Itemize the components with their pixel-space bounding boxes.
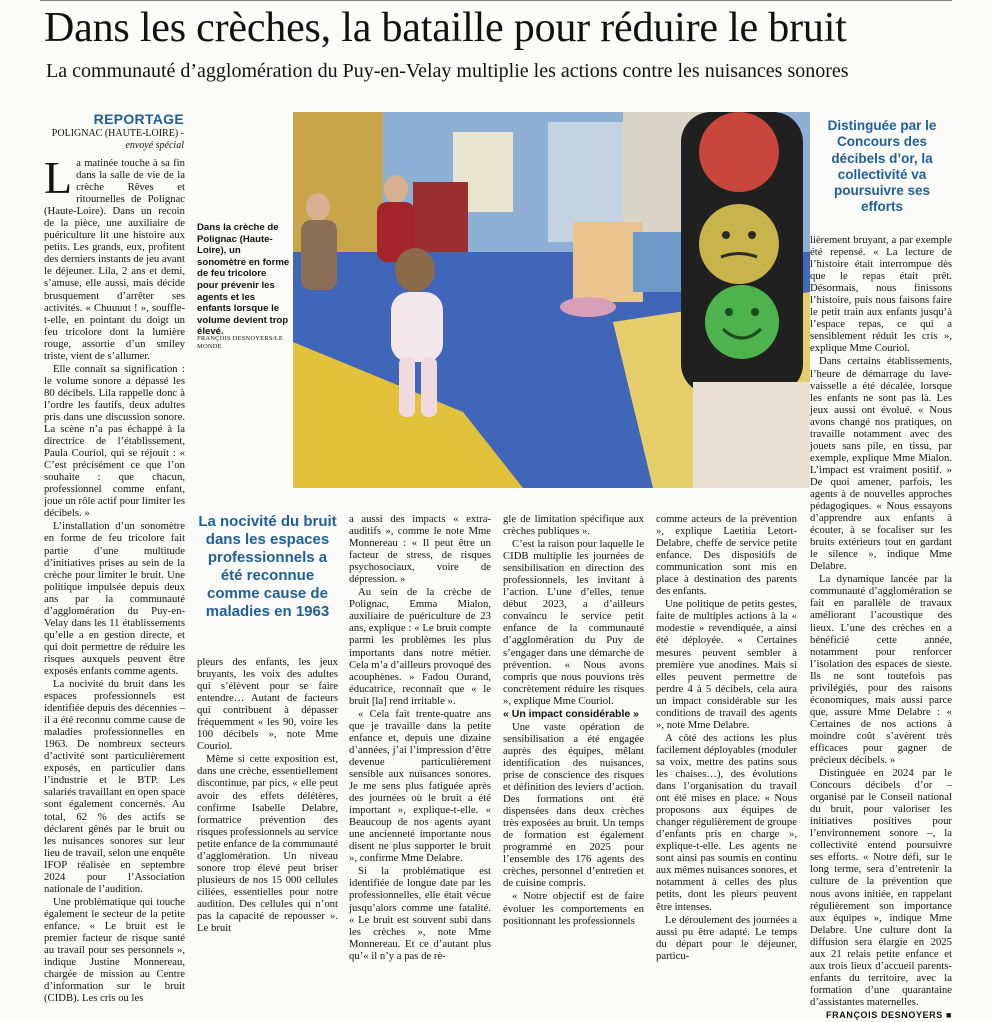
paragraph: gle de limitation spécifique aux crèches publiques ». [503, 513, 644, 538]
paragraph: Elle connaît sa signification : le volume sonore a dépassé les 80 décibels. Lila rappelle donc à l’ordre les fautifs, deux adultes pris dans une discussion sonore. La scène n’a pas échappé à la directrice de l’établissement, Paula Couriol, qui se réjouit : « C’est précisément ce que l’on souhaite : que chacun, professionnel comme enfant, joue un rôle actif pour limiter les décibels. » [44, 362, 185, 520]
paragraph: Une problématique qui touche également le secteur de la petite enfance. « Le bruit est le premier facteur de risque santé au travail pour ses personnels », indique Justine Monnereau, chargée de mission au Centre d’information sur le bruit (CIDB). Les cris ou les [44, 895, 185, 1005]
article-column-1 [44, 152, 185, 1005]
photo-illustration [293, 112, 810, 488]
paragraph: comme acteurs de la prévention », explique Laetitia Letort-Delabre, cheffe de service petite enfance. Des dispositifs de communication sont mis en place à destination des parents des enfants. [656, 513, 797, 598]
paragraph: pleurs des enfants, les jeux bruyants, les voix des adultes qui s’élèvent pour se faire entendre… Autant de facteurs qui contribuent à dépasser fréquemment « les 90, voire les 100 décibels », note Mme Couriol. [197, 656, 338, 753]
paragraph: L’installation d’un sonomètre en forme de feu tricolore fait partie d’une multitude d’initiatives prises au sein de la crèche pour limiter le bruit. Une politique impulsée depuis deux ans par la communauté d’agglomération du Puy-en-Velay dans les 11 établissements qu’elle a en gestion directe, et qui doit permettre de réduire les risques auxquels peuvent être exposés enfants comme agents. [44, 520, 185, 677]
paragraph: Au sein de la crèche de Polignac, Emma Mialon, auxiliaire de puériculture de 23 ans, explique : « Le bruit compte parmi les problèmes les plus importants dans notre métier. Cela m’a d’ailleurs provoqué des acouphènes. » Fadou Ourand, éducatrice, reconnaît que « le bruit [la] rend irritable ». [349, 586, 491, 707]
dropcap: L [44, 152, 73, 203]
top-rule [40, 0, 952, 1]
paragraph: Dans certains établissements, l’heure de démarrage du lave-vaisselle a été décalée, lorsque les enfants ne sont pas là. Les jeux aussi ont évolué. « Nous avons changé nos pratiques, on travaille notamment avec des jouets sans pile, en tissu, par exemple, explique Mme Mialon. L’impact est vraiment positif. » De quoi amener, parfois, les agents à de nouvelles approches pédagogiques. « Nous essayons d’apprendre aux enfants à écouter, à se focaliser sur les bruits extérieurs tout en gardant le silence », indique Mme Delabre. [810, 355, 952, 573]
subheading: « Un impact considérable » [503, 707, 639, 720]
paragraph: lièrement bruyant, a par exemple été repensé. « La lecture de l’histoire était interrompue dès que le repas était prêt. Désormais, nous finissons l’histoire, puis nous faisons faire le petit train aux enfants jusqu’à l’espace repas, ce qui a sensiblement réduit les cris », explique Mme Couriol. [810, 234, 952, 355]
kicker: REPORTAGE [93, 111, 184, 127]
photo-credit: FRANÇOIS DESNOYERS/LE MONDE [197, 335, 284, 350]
article-column-6 [810, 234, 952, 1022]
paragraph: Le déroulement des journées a aussi pu être adapté. Le temps du départ pour le déjeuner, particu- [656, 913, 797, 962]
paragraph: La nocivité du bruit dans les espaces professionnels est identifiée depuis des décennies – il a été reconnu comme cause de maladies professionnelles en 1963. De nombreux secteurs d’activité sont particulièrement exposés, en particulier dans l’industrie et le BTP. Les salariés travaillant en open space sont également concernés. Au total, 62 % des actifs se déclarent gênés par le bruit ou les nuisances sonores sur leur lieu de travail, selon une enquête IFOP réalisée en septembre 2024 pour l’Association nationale de l’audition. [44, 678, 185, 895]
photo-creche-traffic-light [293, 112, 810, 488]
paragraph: A côté des actions les plus facilement déployables (moduler sa voix, mettre des patins sous les chaises…), des évolutions dans l’organisation du travail ont été mises en place. « Nous proposons aux équipes de changer régulièrement de groupe d’enfants pris en charge », explique-t-elle. Les agents ne sont ainsi pas soumis en continu aux mêmes nuisances sonores, et notamment à celles des plus petits, dont les pleurs peuvent être intenses. [656, 731, 797, 913]
paragraph: Même si cette exposition est, dans une crèche, essentiellement discontinue, par pics, « elle peut avoir des effets délétères, confirme Isabelle Delabre, formatrice prévention des risques professionnels au service petite enfance de la communauté d’agglomération. Un niveau sonore trop élevé peut briser plusieurs de nos 15 000 cellules ciliées, essentielles pour notre audition. Des cellules qui n’ont pas la capacité de repousser ». Le bruit [197, 753, 338, 935]
pullquote-sidebar: Distinguée par le Concours des décibels d’or, la collectivité va poursuivre ses efforts [827, 118, 937, 215]
pullquote: La nocivité du bruit dans les espaces professionnels a été reconnue comme cause de maladies en 1963 [198, 513, 337, 620]
subtitle: La communauté d’agglomération du Puy-en-Velay multiplie les actions contre les nuisances sonores [46, 60, 849, 82]
paragraph: « Cela fait trente-quatre ans que je travaille dans la petite enfance et, depuis une dizaine d’années, j’ai l’impression d’être devenue particulièrement sensible aux nuisances sonores. Je me sens plus fatiguée après des journées où le bruit a été important », explique-t-elle. « Beaucoup de nos agents ayant une ancienneté importante nous disent ne plus supporter le bruit », confirme Mme Delabre. [349, 707, 491, 865]
article-column-5 [656, 513, 797, 963]
article-column-3 [349, 513, 491, 963]
paragraph: a aussi des impacts « extra-auditifs », comme le note Mme Monnereau : « Il peut être un facteur de stress, de risques psychosociaux, voire de dépression. » [349, 513, 491, 586]
paragraph: a matinée touche à sa fin dans la salle de vie de la crèche Rêves et ritournelles de Polignac (Haute-Loire). Dans un recoin de la pièce, une auxiliaire de puériculture lit une histoire aux petits. Les grands, eux, profitent des derniers instants de jeu avant le déjeuner. Lila, 2 ans et demi, s’amuse, elle aussi, mais décide brusquement d’arrêter ses activités. « Chuuuut ! », souffle-t-elle, en pointant du doigt un feu tricolore dont la lumière rouge, assortie d’un smiley triste, vient de s’allumer. [44, 157, 185, 362]
paragraph: « Notre objectif est de faire évoluer les comportements en positionnant les professionnels [503, 890, 644, 927]
paragraph: Distinguée en 2024 par le Concours décibels d’or – organisé par le Conseil national du bruit, pour valoriser les initiatives positives pour l’environnement sonore –, la collectivité entend poursuivre ses efforts. « Notre défi, sur le long terme, sera d’entretenir la culture de la prévention que nous avons initiée, en rappelant régulièrement son importance aux équipes », indique Mme Delabre. Une culture dont la diffusion sera élargie en 2025 aux 21 relais petite enfance et aux trois lieux d’accueil parents-enfants du territoire, avec la formation d’une quarantaine d’assistantes maternelles. [810, 767, 952, 1008]
article-column-2 [197, 656, 338, 935]
byline-place: POLIGNAC (HAUTE-LOIRE) - [51, 128, 184, 139]
paragraph: Si la problématique est identifiée de longue date par les professionnelles, elle était vécue jusqu’alors comme une fatalité. « Le bruit est souvent subi dans les crèches », note Mme Monnereau. Et ce d’autant plus qu’« il n’y a pas de rè- [349, 865, 491, 962]
paragraph: Une vaste opération de sensibilisation a été engagée auprès des équipes, mêlant identification des nuisances, prise de conscience des risques et définition des leviers d’action. Des formations ont été dispensées dans deux crèches très exposées au bruit. Un temps de formation est également programmé en 2025 pour l’ensemble des 176 agents des crèches, personnel d’entretien et de cuisine compris. [503, 720, 644, 890]
paragraph: La dynamique lancée par la communauté d’agglomération se fait en parallèle de travaux améliorant l’acoustique des lieux. L’une des crèches en a bénéficié cette année, notamment pour renforcer l’isolation des espaces de sieste. Ils ne sont toutefois pas privilégiés, pour des raisons économiques, mais aussi parce que, assure Mme Delabre : « Certaines de nos actions à moindre coût s’avèrent très efficaces pour gagner de précieux décibels. » [810, 573, 952, 767]
paragraph: C’est la raison pour laquelle le CIDB multiplie les journées de sensibilisation en direction des professionnels, les invitant à l’action. L’une d’elles, tenue début 2023, a d’ailleurs convaincu le service petit enfance de la communauté d’agglomération du Puy de s’engager dans une démarche de prévention. « Nous avons compris que nous pouvions très concrètement réduire les risques », explique Mme Couriol. [503, 538, 644, 707]
paragraph: Une politique de petits gestes, faite de multiples actions à la « modestie » revendiquée, a ainsi été déployée. « Certaines mesures peuvent sembler à première vue anodines. Mais si elles peuvent permettre de perdre 4 à 5 décibels, cela aura un impact considérable sur les conditions de travail des agents », note Mme Delabre. [656, 598, 797, 731]
article-column-4 [503, 513, 644, 928]
headline: Dans les crèches, la bataille pour réduire le bruit [44, 5, 847, 51]
author-signature: FRANÇOIS DESNOYERS ■ [826, 1010, 952, 1020]
photo-caption: Dans la crèche de Polignac (Haute-Loire), un sonomètre en forme de feu tricolore pour prévenir les agents et les enfants lorsque le volume devient trop élevé. [197, 222, 290, 338]
byline-role: envoyé spécial [125, 140, 184, 151]
